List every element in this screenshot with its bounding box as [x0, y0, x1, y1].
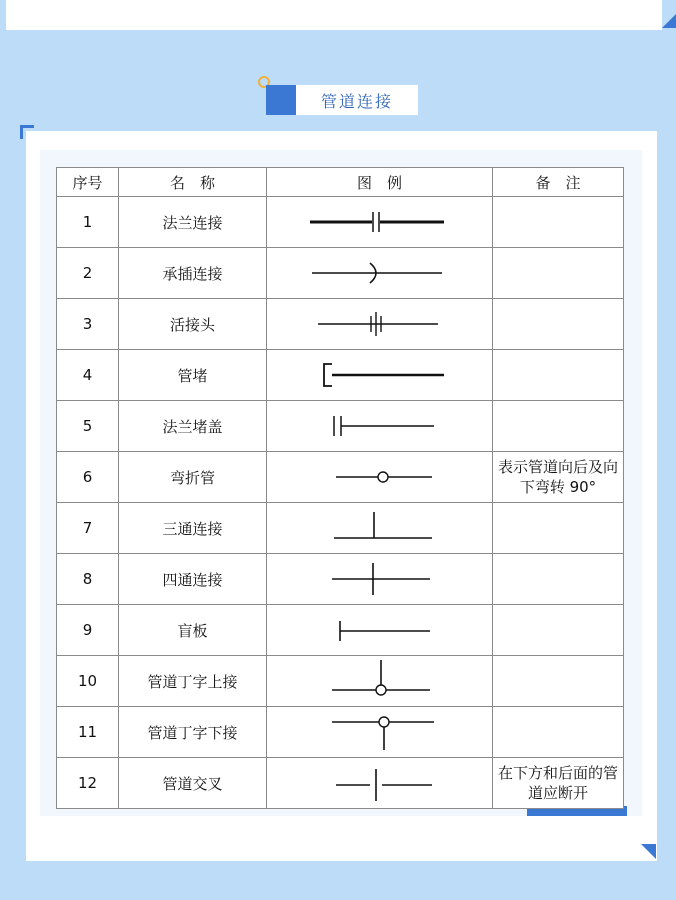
row-symbol [267, 299, 493, 350]
row-symbol [267, 248, 493, 299]
row-symbol [267, 758, 493, 809]
row-no: 7 [57, 503, 119, 554]
section-title-block [258, 76, 420, 116]
table-row [57, 299, 624, 350]
corner-decoration-top [662, 14, 676, 28]
row-no: 4 [57, 350, 119, 401]
tee-down-symbol-icon [270, 708, 490, 756]
row-note [493, 197, 624, 248]
row-note [493, 656, 624, 707]
table-row [57, 707, 624, 758]
tee-joint-symbol-icon [270, 504, 490, 552]
row-symbol [267, 554, 493, 605]
row-note [493, 401, 624, 452]
row-symbol [267, 605, 493, 656]
title-accent-square [266, 85, 296, 115]
bent-pipe-symbol-icon [270, 453, 490, 501]
row-symbol [267, 350, 493, 401]
row-name: 管道交叉 [119, 758, 267, 809]
row-no: 3 [57, 299, 119, 350]
tee-up-symbol-icon [270, 657, 490, 705]
flange-joint-symbol-icon [270, 198, 490, 246]
table-row [57, 248, 624, 299]
row-name: 三通连接 [119, 503, 267, 554]
row-name: 法兰连接 [119, 197, 267, 248]
table-row [57, 605, 624, 656]
row-no: 5 [57, 401, 119, 452]
pipe-crossing-symbol-icon [270, 759, 490, 807]
blind-flange-cap-symbol-icon [270, 402, 490, 450]
top-card [6, 0, 662, 30]
row-symbol [267, 197, 493, 248]
row-note: 在下方和后面的管道应断开 [493, 758, 624, 809]
row-name: 承插连接 [119, 248, 267, 299]
table-row [57, 758, 624, 809]
row-note [493, 605, 624, 656]
row-note [493, 503, 624, 554]
row-no: 12 [57, 758, 119, 809]
table-row [57, 503, 624, 554]
blind-plate-symbol-icon [270, 606, 490, 654]
corner-decoration-bottom [641, 844, 656, 859]
table-row [57, 656, 624, 707]
row-symbol [267, 707, 493, 758]
row-no: 10 [57, 656, 119, 707]
socket-joint-symbol-icon [270, 249, 490, 297]
row-no: 6 [57, 452, 119, 503]
row-name: 盲板 [119, 605, 267, 656]
table-row [57, 350, 624, 401]
row-no: 11 [57, 707, 119, 758]
row-symbol [267, 452, 493, 503]
row-symbol [267, 503, 493, 554]
row-no: 1 [57, 197, 119, 248]
row-name: 弯折管 [119, 452, 267, 503]
row-no: 9 [57, 605, 119, 656]
row-name: 活接头 [119, 299, 267, 350]
header-symbol: 图 例 [267, 168, 493, 197]
table-header-row [57, 168, 624, 197]
header-no: 序号 [57, 168, 119, 197]
row-note [493, 350, 624, 401]
cross-joint-symbol-icon [270, 555, 490, 603]
pipe-plug-symbol-icon [270, 351, 490, 399]
row-note [493, 299, 624, 350]
row-note: 表示管道向后及向下弯转 90° [493, 452, 624, 503]
row-note [493, 554, 624, 605]
pipe-connection-legend-table [56, 167, 624, 809]
row-note [493, 248, 624, 299]
row-name: 管道丁字上接 [119, 656, 267, 707]
row-no: 8 [57, 554, 119, 605]
table-row [57, 197, 624, 248]
row-name: 法兰堵盖 [119, 401, 267, 452]
table-row [57, 401, 624, 452]
row-no: 2 [57, 248, 119, 299]
header-name: 名 称 [119, 168, 267, 197]
table-row [57, 554, 624, 605]
row-symbol [267, 401, 493, 452]
section-title: 管道连接 [296, 85, 418, 115]
row-note [493, 707, 624, 758]
row-name: 四通连接 [119, 554, 267, 605]
union-symbol-icon [270, 300, 490, 348]
row-symbol [267, 656, 493, 707]
table-row [57, 452, 624, 503]
header-note: 备 注 [493, 168, 624, 197]
row-name: 管堵 [119, 350, 267, 401]
row-name: 管道丁字下接 [119, 707, 267, 758]
